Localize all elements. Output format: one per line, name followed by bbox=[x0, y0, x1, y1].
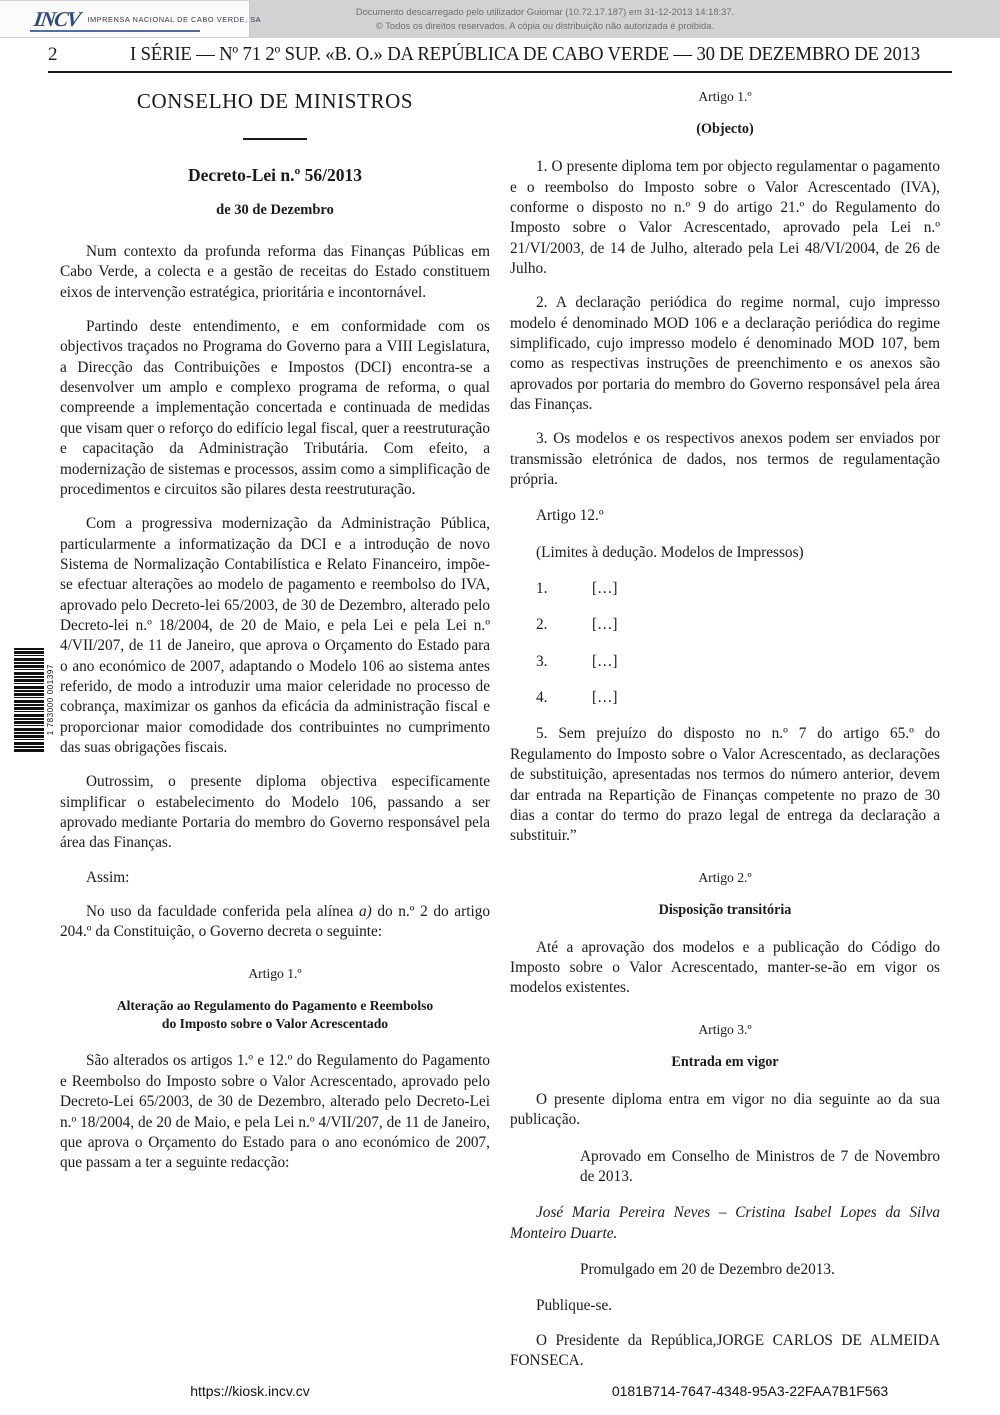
artigo-2-epigraph: Disposição transitória bbox=[658, 901, 792, 918]
enabling-clause-alinea: a) bbox=[358, 903, 372, 921]
list-item-number: 1. bbox=[536, 580, 548, 598]
watermark-line-2: © Todos os direitos reservados. A cópia ou distribuição não autorizada é proibida. bbox=[375, 20, 715, 31]
top-watermark-bar bbox=[0, 0, 1000, 38]
artigo-2-label: Artigo 2.º bbox=[698, 869, 752, 885]
right-column bbox=[510, 88, 940, 1386]
section-title: CONSELHO DE MINISTROS bbox=[136, 89, 414, 113]
logo-underline bbox=[30, 30, 200, 32]
list-item-number: 3. bbox=[536, 652, 548, 670]
artigo-3-label: Artigo 3.º bbox=[698, 1021, 752, 1037]
page-footer bbox=[0, 1383, 1000, 1399]
incv-logo-mark: INCV bbox=[32, 6, 82, 31]
artigo-12-label: Artigo 12.º bbox=[536, 507, 604, 525]
left-artigo-1-label: Artigo 1.º bbox=[248, 965, 302, 981]
publish-note: Publique-se. bbox=[536, 1297, 613, 1315]
right-artigo-1-epigraph: (Objecto) bbox=[696, 121, 754, 138]
approval-note: Aprovado em Conselho de Ministros de 7 de Novembro de 2013. bbox=[580, 1147, 940, 1186]
list-item bbox=[536, 688, 940, 708]
preamble-paragraph-1: Num contexto da profunda reforma das Finanças Públicas em Cabo Verde, a colecta e a gestão de receitas do Estado constituem eixos de intervenção estratégica, prioritária e incontornável. bbox=[60, 243, 490, 301]
left-artigo-1-epigraph bbox=[60, 997, 490, 1034]
barcode-number: 1 783000 001397 bbox=[46, 664, 55, 736]
incv-logo bbox=[0, 1, 262, 37]
preamble-enabling-clause bbox=[60, 902, 490, 943]
watermark-text bbox=[250, 5, 1000, 32]
right-artigo-1-label: Artigo 1.º bbox=[698, 89, 752, 104]
list-item-text: […] bbox=[592, 616, 618, 634]
footer-document-id: 0181B714-7647-4348-95A3-22FAA7B1F563 bbox=[611, 1383, 889, 1399]
watermark-line-1: Documento descarregado pelo utilizador Guiomar (10.72.17.187) em 31-12-2013 14:18:37. bbox=[355, 6, 735, 18]
artigo-1-item-1: 1. O presente diploma tem por objecto regulamentar o pagamento e o reembolso do Imposto sobre o Valor Acrescentado (IVA), conforme o disposto no n.º 9 do artigo 21.º do Regulamento do Imposto sobre o Valor Acrescentado, aprovado pela Lei n.º 21/VI/2003, de 14 de Julho, alterado pela Lei 48/VI/2004, de 26 de Julho. bbox=[510, 158, 940, 277]
list-item-text: […] bbox=[592, 652, 618, 670]
epigraph-line-2: do Imposto sobre o Valor Acrescentado bbox=[161, 1016, 389, 1032]
page-number: 2 bbox=[48, 44, 58, 65]
artigo-1-item-3: 3. Os modelos e os respectivos anexos podem ser enviados por transmissão eletrónica de dados, nos termos de regulamentação própria. bbox=[510, 430, 940, 489]
decree-title: Decreto-Lei n.º 56/2013 bbox=[187, 164, 363, 185]
masthead-rule bbox=[48, 71, 952, 73]
list-item bbox=[536, 652, 940, 672]
artigo-12-list bbox=[510, 579, 940, 708]
promulgation-note: Promulgado em 20 de Dezembro de2013. bbox=[580, 1261, 835, 1279]
title-divider bbox=[243, 138, 307, 140]
preamble-paragraph-3: Com a progressiva modernização da Administração Pública, particularmente a informatização da DCI e a introdução de novo Sistema de Normalização Contabilística e Relato Financeiro, impõe-se efectuar alterações ao modelo de pagamento e reembolso do IVA, aprovado pelo Decreto-lei 65/2003, de 30 de Dezembro, alterado pelo Decreto-lei n.º 18/2004, de 20 de Maio, e pela Lei e pela Lei n.º 4/VII/207, de 11 de Janeiro, que aprova o Orçamento do Estado para o ano económico de 2007, adaptando o Modelo 106 ao sistema antes referido, de modo a introduzir uma maior celeridade no processo de cobrança, maximizar os ganhos da eficácia da administração fiscal e proporcionar maior comodidade dos contribuintes no cumprimento das suas obrigações fiscais. bbox=[60, 515, 490, 756]
left-column bbox=[60, 88, 490, 1386]
preamble-paragraph-4: Outrossim, o presente diploma objectiva especificamente simplificar o estabelecimento do Modelo 106, passando a ser aprovado mediante Portaria do membro do Governo responsável pela área das Finanças. bbox=[60, 773, 490, 852]
incv-logo-text: IMPRENSA NACIONAL DE CABO VERDE, SA bbox=[87, 14, 262, 24]
enabling-clause-part-2: do n.º 2 do artigo 204.º da Constituição, o Governo decreta o seguinte: bbox=[60, 903, 490, 941]
preamble-assim: Assim: bbox=[86, 868, 130, 886]
list-item bbox=[536, 615, 940, 635]
left-artigo-1-body: São alterados os artigos 1.º e 12.º do Regulamento do Pagamento e Reembolso do Imposto sobre o Valor Acrescentado, aprovado pelo Decreto-Lei 65/2003, de 30 de Dezembro, alterado pelo Decreto-Lei n.º 18/2004, de 20 de Maio, e pela Lei n.º 4/VII/207, de 11 de Janeiro, que aprova o Orçamento do Estado para o ano económico de 2007, que passam a ter a seguinte redacção: bbox=[60, 1052, 490, 1172]
list-item-text: […] bbox=[592, 689, 618, 707]
artigo-1-item-2: 2. A declaração periódica do regime normal, cujo impresso modelo é denominado MOD 106 e a declaração periódica do regime simplificado, cujo impresso modelo é denominado MOD 107, bem como as respectivas instruções de preenchimento e os anexos são aprovados por portaria do membro do Governo responsável pela área das Finanças. bbox=[510, 294, 940, 414]
masthead-title: I SÉRIE — Nº 71 2º SUP. «B. O.» DA REPÚBLICA DE CABO VERDE — 30 DE DEZEMBRO DE 2013 bbox=[130, 44, 920, 65]
list-item-number: 4. bbox=[536, 689, 548, 707]
signatories: José Maria Pereira Neves – Cristina Isabel Lopes da Silva Monteiro Duarte. bbox=[510, 1204, 940, 1242]
enabling-clause-part-1: No uso da faculdade conferida pela alínea bbox=[86, 903, 359, 921]
list-item-number: 2. bbox=[536, 616, 548, 634]
artigo-12-item-5: 5. Sem prejuízo do disposto no n.º 7 do artigo 65.º do Regulamento do Imposto sobre o Valor Acrescentado, as declarações de substituição, apresentadas nos termos do número anterior, devem dar entrada na Repartição de Finanças competente no prazo de 30 dias a contar do termo do prazo legal de entrega da declaração a substituir.” bbox=[510, 725, 940, 845]
footer-url[interactable]: https://kiosk.incv.cv bbox=[190, 1383, 310, 1399]
columns-container bbox=[0, 88, 1000, 1386]
artigo-3-epigraph: Entrada em vigor bbox=[671, 1053, 779, 1070]
artigo-12-epigraph: (Limites à dedução. Modelos de Impressos) bbox=[536, 543, 804, 561]
list-item bbox=[536, 579, 940, 599]
artigo-3-body: O presente diploma entra em vigor no dia seguinte ao da sua publicação. bbox=[510, 1091, 940, 1129]
artigo-2-body: Até a aprovação dos modelos e a publicação do Código do Imposto sobre o Valor Acrescentado, manter-se-ão em vigor os modelos existentes. bbox=[510, 938, 940, 997]
masthead bbox=[48, 44, 952, 73]
list-item-text: […] bbox=[592, 580, 618, 598]
president-signature: O Presidente da República,JORGE CARLOS DE ALMEIDA FONSECA. bbox=[510, 1331, 940, 1370]
epigraph-line-1: Alteração ao Regulamento do Pagamento e Reembolso bbox=[116, 997, 434, 1013]
decree-subtitle: de 30 de Dezembro bbox=[216, 201, 334, 218]
preamble-paragraph-2: Partindo deste entendimento, e em conformidade com os objectivos traçados no Programa do Governo para a VIII Legislatura, a Direcção das Contribuições e Impostos (DCI) encontra-se a desenvolver um amplo e complexo programa de reforma, o qual compreende a implementação concertada e continuada de medidas que visam quer o reforço do edifício legal fiscal, quer a reestruturação e capacitação da Administração Tributária. Com efeito, a modernização de sistemas e processos, assim como a simplificação de procedimentos e circuitos são pilares desta reestruturação. bbox=[60, 318, 490, 498]
masthead-line bbox=[48, 44, 952, 66]
